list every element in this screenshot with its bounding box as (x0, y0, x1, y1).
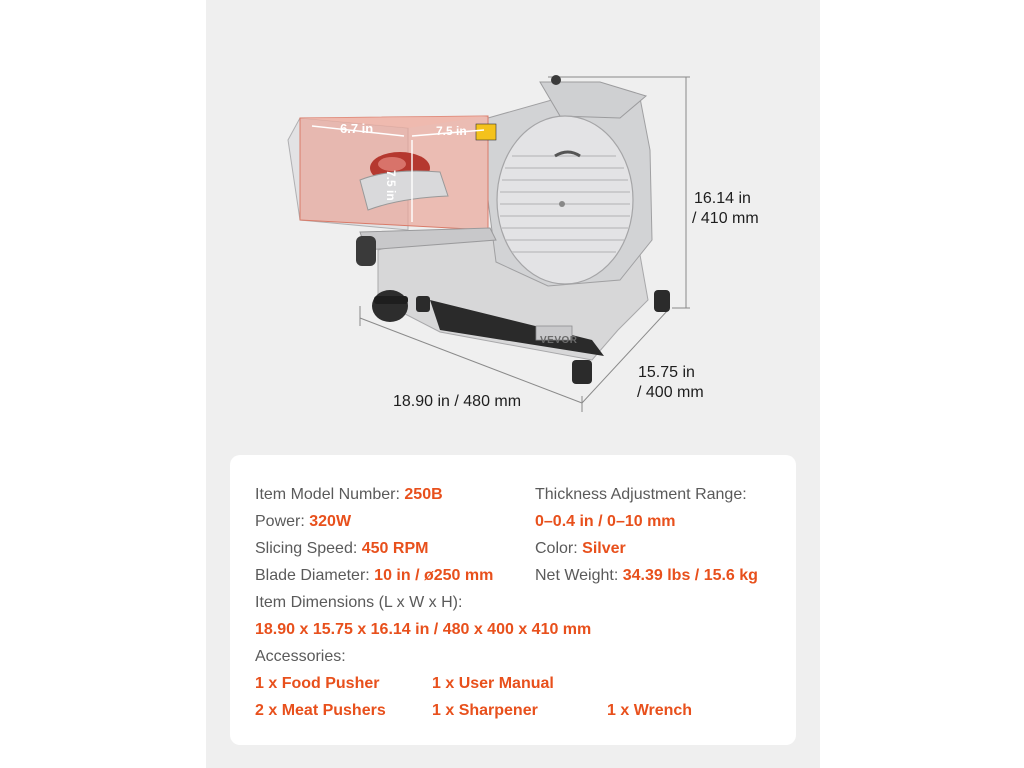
width-mm-label: / 400 mm (637, 384, 704, 401)
spec-power-value: 320W (309, 513, 352, 530)
spec-power (255, 511, 351, 533)
spec-item-dim-label: Item Dimensions (L x W x H): (255, 594, 463, 611)
height-mm-label: / 410 mm (692, 210, 759, 227)
spec-blade-label: Blade Diameter: (255, 567, 370, 584)
spec-model-label: Item Model Number: (255, 486, 400, 503)
brand-logo: VEVOR (540, 335, 578, 346)
spec-speed-label: Slicing Speed: (255, 540, 358, 557)
spec-model-value: 250B (404, 486, 443, 503)
spec-color-value: Silver (582, 540, 626, 557)
spec-item-dim-value: 18.90 x 15.75 x 16.14 in / 480 x 400 x 410 mm (255, 621, 592, 638)
length-label: 18.90 in / 480 mm (393, 393, 522, 410)
spec-speed-value: 450 RPM (361, 540, 429, 557)
spec-color-label: Color: (535, 540, 578, 557)
width-in-label: 15.75 in (638, 364, 695, 381)
accessory-item: 1 x Food Pusher (255, 675, 380, 692)
accessory-item: 1 x User Manual (432, 675, 554, 692)
spec-blade (255, 565, 493, 587)
height-in-label: 16.14 in (694, 190, 751, 207)
spec-color (535, 538, 626, 560)
thickness-knob (372, 290, 408, 322)
accessory-item: 1 x Sharpener (432, 702, 538, 719)
accessory-item: 1 x Wrench (607, 702, 693, 719)
spec-speed (255, 538, 428, 560)
spec-weight-label: Net Weight: (535, 567, 619, 584)
tray-depth-label: 6.7 in (340, 121, 374, 136)
spec-power-label: Power: (255, 513, 305, 530)
spec-model (255, 484, 443, 506)
tray-width-label: 7.5 in (436, 124, 467, 138)
spec-thickness-value: 0–0.4 in / 0–10 mm (535, 513, 676, 530)
spec-weight-value: 34.39 lbs / 15.6 kg (622, 567, 758, 584)
spec-weight (535, 565, 758, 587)
tray-height-label: 7.5 in (384, 170, 398, 201)
spec-blade-value: 10 in / ø250 mm (374, 567, 494, 584)
spec-thickness-label: Thickness Adjustment Range: (535, 486, 747, 503)
accessory-item: 2 x Meat Pushers (255, 702, 386, 719)
blade-disk (497, 116, 633, 284)
spec-accessories-label: Accessories: (255, 648, 346, 665)
